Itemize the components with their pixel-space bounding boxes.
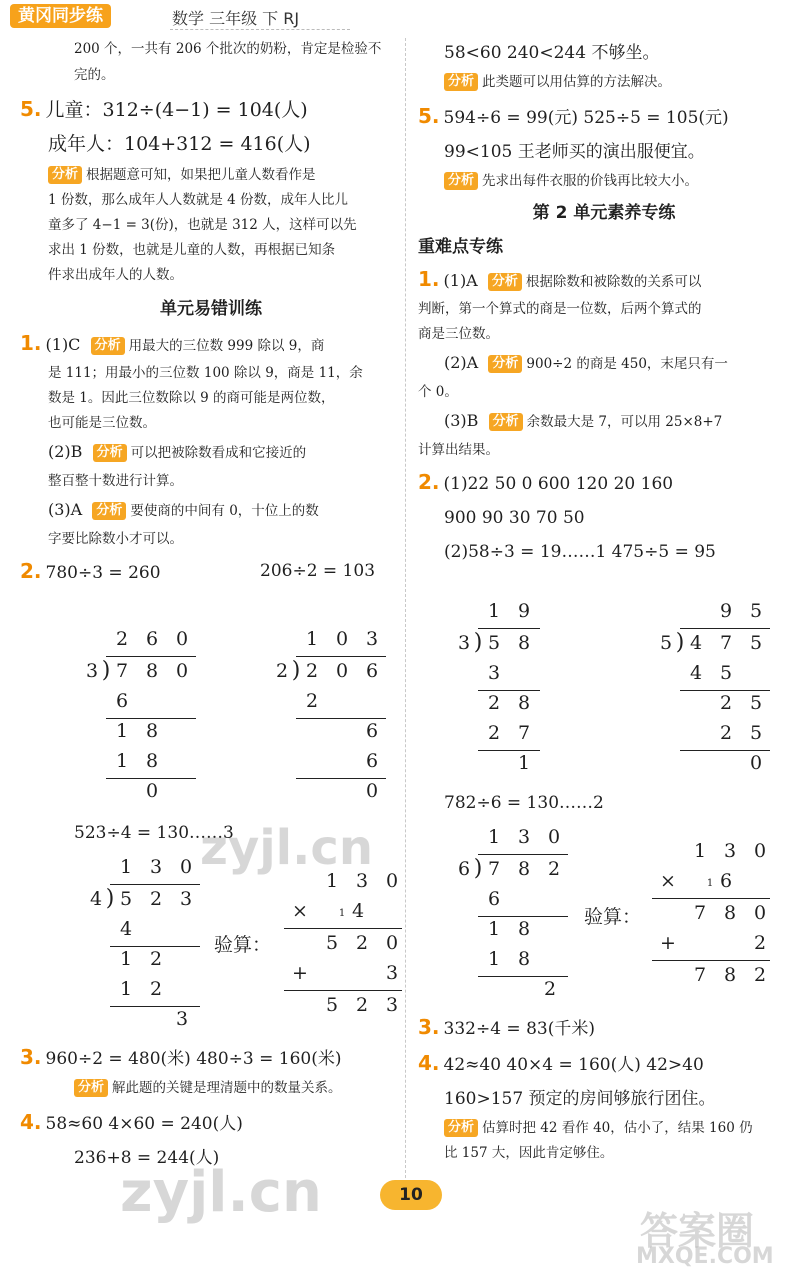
choice-answer: (1)C [45,335,81,354]
check-label: 验算： [584,906,642,928]
answer-line: 332÷4 = 83(千米) [443,1019,595,1039]
analysis-tag: 分析 [48,166,82,184]
choice-answer: (3)B [444,411,479,430]
analysis-text: 数是 1。因此三位数除以 9 的商可能是两位数， [48,390,335,406]
header-rule [170,29,350,30]
analysis-text: 判断，第一个算式的商是一位数，后两个算式的 [418,301,702,317]
analysis-text: 先求出每件衣服的价钱再比较大小。 [482,173,699,189]
choice-answer: (2)A [444,353,479,372]
section-title: 第 2 单元素养专练 [532,203,676,223]
subsection-title: 重难点专练 [418,237,503,257]
section-title: 单元易错训练 [160,299,262,319]
question-number: 5. [20,97,42,121]
watermark-text: zyjl.cn [120,1160,322,1225]
analysis-tag: 分析 [444,172,478,190]
long-division-206: 1 0 3 2 ) 2 0 6 2 6 6 0 [270,628,400,808]
watermark-logo: 答案圈 [640,1209,755,1253]
analysis-text: 求出 1 份数，也就是儿童的人数，再根据已知条 [48,242,336,258]
analysis-text: 商是三位数。 [418,326,499,342]
long-division-475: 9 5 5 ) 4 7 5 4 5 2 5 2 5 0 [654,600,774,780]
analysis-text: 根据除数和被除数的关系可以 [525,274,702,290]
analysis-text: 整百整十数进行计算。 [48,473,183,489]
analysis-tag: 分析 [74,1079,108,1097]
answer-line: (1)22 50 0 600 120 20 160 [443,474,674,494]
brand-logo: 黄冈同步练 [10,4,111,28]
answer-line: 900 90 30 70 50 [444,508,585,528]
analysis-text: 个 0。 [418,384,458,400]
analysis-text: 童多了 4−1 = 3(份)，也就是 312 人，这样可以先 [48,217,357,233]
answer-text: 完的。 [74,67,115,83]
check-multiplication-130x6: 1 3 0 × 1 6 7 8 0 + 2 7 8 2 [652,840,772,990]
answer-line: 58<60 240<244 不够坐。 [444,43,660,63]
equation: 523÷4 = 130……3 [74,823,234,843]
analysis-text: 此类题可以用估算的方法解决。 [482,74,672,90]
analysis-text: 估算时把 42 看作 40，估小了，结果 160 仍 [482,1120,753,1136]
analysis-tag: 分析 [91,337,125,355]
analysis-text: 可以把被除数看成和它接近的 [130,445,307,461]
equation: 206÷2 = 103 [260,561,376,581]
analysis-text: 1 份数，那么成年人人数就是 4 份数，成年人比儿 [48,192,349,208]
analysis-tag: 分析 [488,273,522,291]
question-number: 2. [418,470,440,494]
subject-label: 数学 三年级 下 RJ [172,9,300,28]
analysis-text: 用最大的三位数 999 除以 9，商 [128,338,325,354]
answer-line: 594÷6 = 99(元) 525÷5 = 105(元) [443,108,729,128]
question-number: 4. [20,1110,42,1134]
analysis-text: 比 157 大，因此肯定够住。 [444,1145,614,1161]
question-number: 4. [418,1051,440,1075]
long-division-58: 1 9 3 ) 5 8 3 2 8 2 7 1 [452,600,552,780]
analysis-tag: 分析 [488,355,522,373]
watermark-text: zyjl.cn [200,820,373,876]
analysis-text: 是 111；用最小的三位数 100 除以 9，商是 11，余 [48,365,363,381]
question-number: 1. [20,331,42,355]
long-division-523: 1 3 0 4 ) 5 2 3 4 1 2 1 2 3 [84,856,214,1036]
analysis-text: 也可能是三位数。 [48,415,156,431]
check-label: 验算： [214,934,272,956]
analysis-text: 计算出结果。 [418,442,499,458]
choice-answer: (2)B [48,442,83,461]
analysis-text: 字要比除数小才可以。 [48,531,183,547]
question-number: 3. [20,1045,42,1069]
long-division-782: 1 3 0 6 ) 7 8 2 6 1 8 1 8 2 [452,826,572,1006]
analysis-text: 900÷2 的商是 450，末尾只有一 [526,356,728,372]
equation: 780÷3 = 260 [45,563,161,583]
choice-answer: (1)A [443,271,478,290]
analysis-tag: 分析 [93,444,127,462]
question-number: 3. [418,1015,440,1039]
answer-line: (2)58÷3 = 19……1 475÷5 = 95 [444,542,716,562]
analysis-text: 解此题的关键是理清题中的数量关系。 [112,1080,342,1096]
question-number: 1. [418,267,440,291]
analysis-text: 根据题意可知，如果把儿童人数看作是 [86,167,316,183]
choice-answer: (3)A [48,500,83,519]
answer-line: 儿童：312÷(4−1) = 104(人) [45,99,308,121]
analysis-text: 余数最大是 7，可以用 25×8+7 [526,414,723,430]
analysis-text: 件求出成年人的人数。 [48,267,183,283]
answer-line: 236+8 = 244(人) [74,1148,220,1168]
watermark-url: MXQE.COM [636,1244,774,1269]
page-header [0,0,810,34]
analysis-tag: 分析 [489,413,523,431]
answer-line: 160>157 预定的房间够旅行团住。 [444,1089,716,1109]
page-number: 10 [380,1180,442,1210]
check-multiplication-130x4: 1 3 0 × 1 4 5 2 0 + 3 5 2 3 [284,870,404,1020]
question-number: 2. [20,559,42,583]
long-division-780: 2 6 0 3 ) 7 8 0 6 1 8 1 8 0 [80,628,210,808]
answer-line: 960÷2 = 480(米) 480÷3 = 160(米) [45,1049,342,1069]
analysis-text: 要使商的中间有 0，十位上的数 [130,503,319,519]
question-number: 5. [418,104,440,128]
column-divider [405,38,406,1198]
left-column [20,36,402,590]
answer-text: 200 个，一共有 206 个批次的奶粉，肯定是检验不 [74,41,382,57]
answer-line: 99<105 王老师买的演出服便宜。 [444,142,705,162]
analysis-tag: 分析 [92,502,126,520]
right-column [418,36,790,569]
answer-line: 58≈60 4×60 = 240(人) [45,1114,243,1134]
answer-line: 42≈40 40×4 = 160(人) 42>40 [443,1055,704,1075]
answer-line: 成年人：104+312 = 416(人) [48,133,311,155]
analysis-tag: 分析 [444,73,478,91]
equation: 782÷6 = 130……2 [444,793,604,813]
analysis-tag: 分析 [444,1119,478,1137]
